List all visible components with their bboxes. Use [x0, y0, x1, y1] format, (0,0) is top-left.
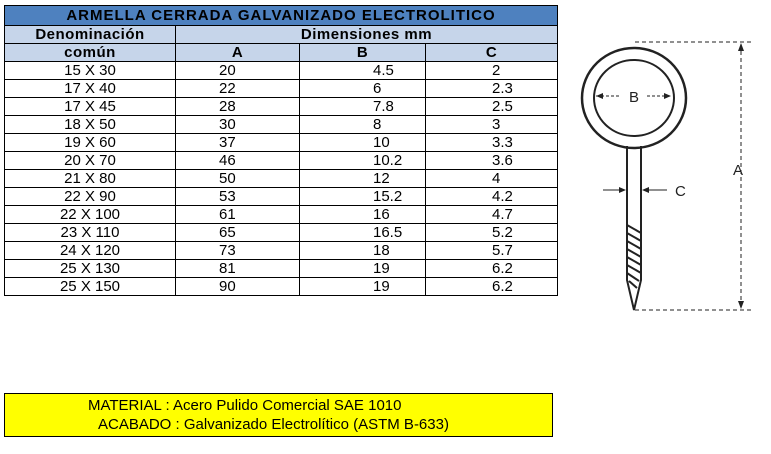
denomination-cell: 24 X 120: [5, 242, 176, 260]
dimension-c-cell: 4.7: [426, 206, 558, 224]
denomination-cell: 18 X 50: [5, 116, 176, 134]
dimension-c-cell: 6.2: [426, 260, 558, 278]
material-line: MATERIAL : Acero Pulido Comercial SAE 1010: [88, 397, 402, 414]
dimension-c-cell: 3.3: [426, 134, 558, 152]
table-row: [5, 260, 558, 278]
table-row: [5, 98, 558, 116]
denomination-cell: 19 X 60: [5, 134, 176, 152]
dimension-a-cell: 73: [176, 242, 300, 260]
denomination-cell: 15 X 30: [5, 62, 176, 80]
table-row: [5, 242, 558, 260]
dimension-a-cell: 50: [176, 170, 300, 188]
table-row: [5, 152, 558, 170]
dimension-c-cell: 4: [426, 170, 558, 188]
dimension-a-cell: 90: [176, 278, 300, 296]
denomination-cell: 17 X 40: [5, 80, 176, 98]
dimension-a-arrow-top: [738, 43, 744, 51]
dimension-b-cell: 15.2: [300, 188, 426, 206]
dimension-a-cell: 53: [176, 188, 300, 206]
dimension-a-cell: 61: [176, 206, 300, 224]
dimension-c-arrow-left: [619, 187, 626, 193]
eye-screw-diagram: [575, 30, 765, 340]
denomination-header: Denominación: [5, 26, 176, 44]
dimension-a-cell: 46: [176, 152, 300, 170]
dimension-b-cell: 16.5: [300, 224, 426, 242]
dimension-c-cell: 3: [426, 116, 558, 134]
dimension-b-cell: 8: [300, 116, 426, 134]
screw-shank: [627, 146, 641, 225]
table-title: ARMELLA CERRADA GALVANIZADO ELECTROLITICO: [5, 6, 558, 26]
table-row: [5, 206, 558, 224]
table-row: [5, 116, 558, 134]
dimensions-table: [4, 5, 558, 296]
dimension-b-cell: 6: [300, 80, 426, 98]
column-b-header: B: [300, 44, 426, 62]
dimension-a-cell: 22: [176, 80, 300, 98]
dimension-b-cell: 12: [300, 170, 426, 188]
dimension-c-cell: 2.5: [426, 98, 558, 116]
column-c-header: C: [426, 44, 558, 62]
table-row: [5, 62, 558, 80]
dimension-c-cell: 3.6: [426, 152, 558, 170]
dimension-c-cell: 6.2: [426, 278, 558, 296]
dimension-c-cell: 4.2: [426, 188, 558, 206]
table-row: [5, 134, 558, 152]
dimensions-header: Dimensiones mm: [176, 26, 558, 44]
screw-thread: [627, 225, 641, 310]
dimension-a-cell: 30: [176, 116, 300, 134]
dimension-a-cell: 81: [176, 260, 300, 278]
table-row: [5, 188, 558, 206]
dimension-b-cell: 18: [300, 242, 426, 260]
dimension-b-cell: 10.2: [300, 152, 426, 170]
label-b: B: [628, 89, 640, 106]
dimension-b-cell: 16: [300, 206, 426, 224]
dimension-c-cell: 2: [426, 62, 558, 80]
denomination-cell: 17 X 45: [5, 98, 176, 116]
table-row: [5, 170, 558, 188]
dimension-c-cell: 5.2: [426, 224, 558, 242]
dimension-a-cell: 65: [176, 224, 300, 242]
column-a-header: A: [176, 44, 300, 62]
denomination-cell: 23 X 110: [5, 224, 176, 242]
dimension-b-cell: 19: [300, 260, 426, 278]
label-a: A: [733, 162, 744, 179]
dimension-a-cell: 28: [176, 98, 300, 116]
dimension-b-arrow-left: [596, 93, 603, 99]
label-c: C: [675, 183, 686, 200]
dimension-c-cell: 2.3: [426, 80, 558, 98]
dimension-c-cell: 5.7: [426, 242, 558, 260]
denomination-header-line2: común: [5, 44, 176, 62]
denomination-cell: 22 X 100: [5, 206, 176, 224]
table-row: [5, 224, 558, 242]
dimension-a-arrow-bottom: [738, 301, 744, 309]
dimension-b-arrow-right: [664, 93, 671, 99]
denomination-cell: 25 X 130: [5, 260, 176, 278]
dimension-c-arrow-right: [642, 187, 649, 193]
material-info-box: [4, 393, 553, 437]
denomination-cell: 25 X 150: [5, 278, 176, 296]
denomination-cell: 20 X 70: [5, 152, 176, 170]
dimension-b-cell: 7.8: [300, 98, 426, 116]
denomination-cell: 21 X 80: [5, 170, 176, 188]
dimension-b-cell: 4.5: [300, 62, 426, 80]
dimension-b-cell: 10: [300, 134, 426, 152]
finish-line: ACABADO : Galvanizado Electrolítico (ASTM B-633): [98, 416, 449, 433]
table-row: [5, 278, 558, 296]
table-row: [5, 80, 558, 98]
dimension-a-cell: 20: [176, 62, 300, 80]
denomination-cell: 22 X 90: [5, 188, 176, 206]
dimension-a-cell: 37: [176, 134, 300, 152]
dimension-b-cell: 19: [300, 278, 426, 296]
